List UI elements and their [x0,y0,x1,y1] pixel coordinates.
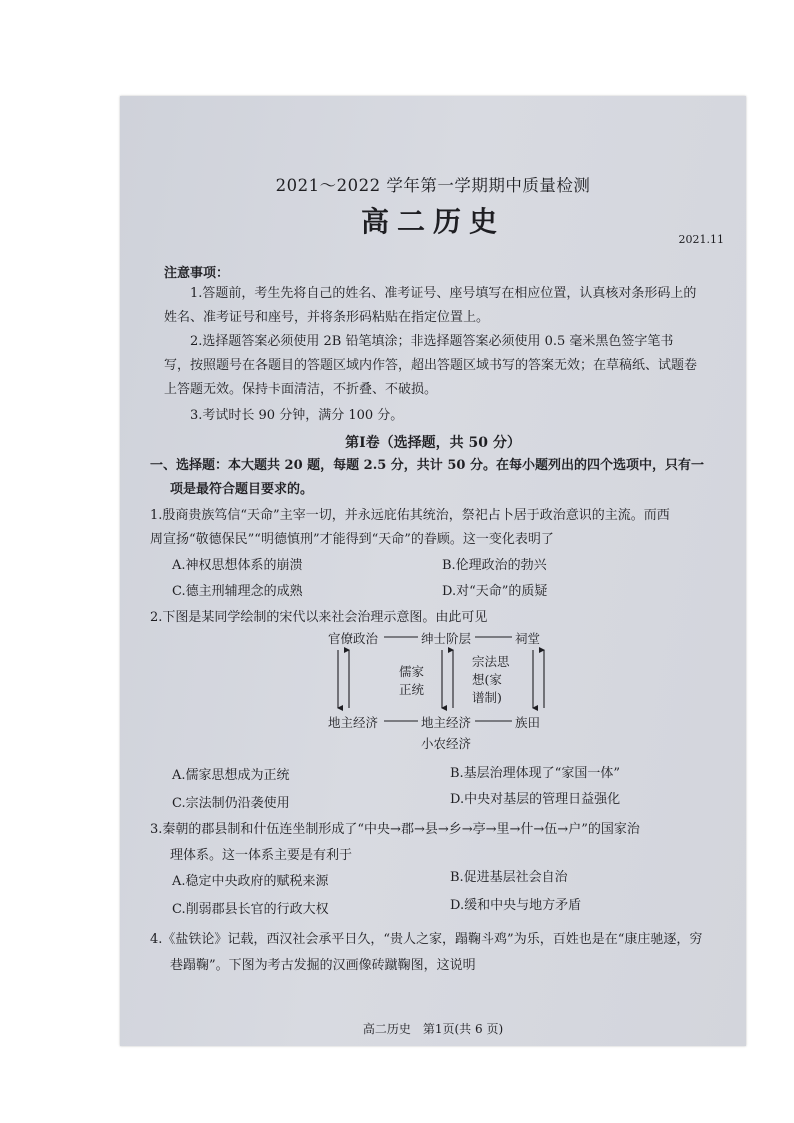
diagram-node-clan-fields: 族田 [515,715,541,730]
exam-subject-title: 高二历史 [360,205,505,238]
q4-stem-line2: 巷蹋鞠”。下图为考古发掘的汉画像砖蹴鞠图，这说明 [170,958,476,973]
q3-option-d: D.缓和中央与地方矛盾 [450,898,582,913]
diagram-label-clan-2: 想(家 [472,672,502,687]
q4-stem-line1: 4.《盐铁论》记载，西汉社会承平日久，“贵人之家，蹋鞠斗鸡”为乐，百姓也是在“康庄驰逐，穷 [150,932,703,947]
notice-heading: 注意事项： [164,266,230,281]
diagram-node-gentry: 绅士阶层 [421,631,472,646]
q3-option-c: C.削弱郡县长官的行政大权 [172,902,329,917]
notice-item2-line3: 上答题无效。保持卡面清洁，不折叠、不破损。 [164,382,438,397]
diagram-label-clan-1: 宗法思 [472,654,510,669]
q2-option-d: D.中央对基层的管理日益强化 [450,792,621,807]
section-instruction-line2: 项是最符合题目要求的。 [170,482,314,497]
q3-option-a: A.稳定中央政府的赋税来源 [172,874,329,889]
q1-option-b: B.伦理政治的勃兴 [442,558,547,573]
q2-option-c: C.宗法制仍沿袭使用 [172,796,290,811]
notice-item2-line2: 写，按照题号在各题目的答题区域内作答，超出答题区域书写的答案无效；在草稿纸、试题卷 [164,358,698,373]
q2-stem: 2.下图是某同学绘制的宋代以来社会治理示意图。由此可见 [150,610,488,625]
q3-stem-line2: 理体系。这一体系主要是有利于 [170,848,353,863]
exam-paper [120,96,746,1046]
social-governance-diagram [325,628,565,754]
q1-stem-line1: 1.殷商贵族笃信“天命”主宰一切，并永远庇佑其统治，祭祀占卜居于政治意识的主流。而西 [150,508,670,523]
q3-option-b: B.促进基层社会自治 [450,870,568,885]
diagram-label-confucian-1: 儒家 [399,664,425,679]
q2-option-b: B.基层治理体现了“家国一体” [450,766,620,781]
diagram-node-bureaucracy: 官僚政治 [328,631,379,646]
diagram-node-smallholder-economy: 小农经济 [421,736,472,751]
section-title: 第Ⅰ卷（选择题，共 50 分） [345,435,521,451]
diagram-node-landlord-economy-left: 地主经济 [328,715,379,730]
notice-item2-line1: 2.选择题答案必须使用 2B 铅笔填涂；非选择题答案必须使用 0.5 毫米黑色签字笔书 [190,334,674,349]
diagram-label-clan-3: 谱制) [472,690,502,705]
diagram-node-ancestral-hall: 祠堂 [515,631,541,646]
q1-stem-line2: 周宣扬“敬德保民”“明德慎刑”才能得到“天命”的眷顾。这一变化表明了 [150,532,554,547]
diagram-label-confucian-2: 正统 [399,682,425,697]
q1-option-a: A.神权思想体系的崩溃 [172,558,303,573]
q3-stem-line1: 3.秦朝的郡县制和什伍连坐制形成了“中央→郡→县→乡→亭→里→什→伍→户”的国家治 [150,822,640,837]
page-footer: 高二历史 第1页(共 6 页) [362,1022,504,1036]
exam-date: 2021.11 [678,233,724,246]
diagram-node-landlord-economy-mid: 地主经济 [421,715,472,730]
notice-item1-line1: 1.答题前，考生先将自己的姓名、准考证号、座号填写在相应位置，认真核对条形码上的 [190,286,697,301]
q1-option-d: D.对“天命”的质疑 [442,584,548,599]
notice-item1-line2: 姓名、准考证号和座号，并将条形码粘贴在指定位置上。 [164,310,490,325]
section-instruction-line1: 一、选择题：本大题共 20 题，每题 2.5 分，共计 50 分。在每小题列出的四个选项中，只有一 [150,458,704,473]
exam-term-title: 2021～2022 学年第一学期期中质量检测 [275,176,591,195]
q1-option-c: C.德主刑辅理念的成熟 [172,584,303,599]
q2-option-a: A.儒家思想成为正统 [172,768,290,783]
notice-item3: 3.考试时长 90 分钟，满分 100 分。 [190,408,404,423]
